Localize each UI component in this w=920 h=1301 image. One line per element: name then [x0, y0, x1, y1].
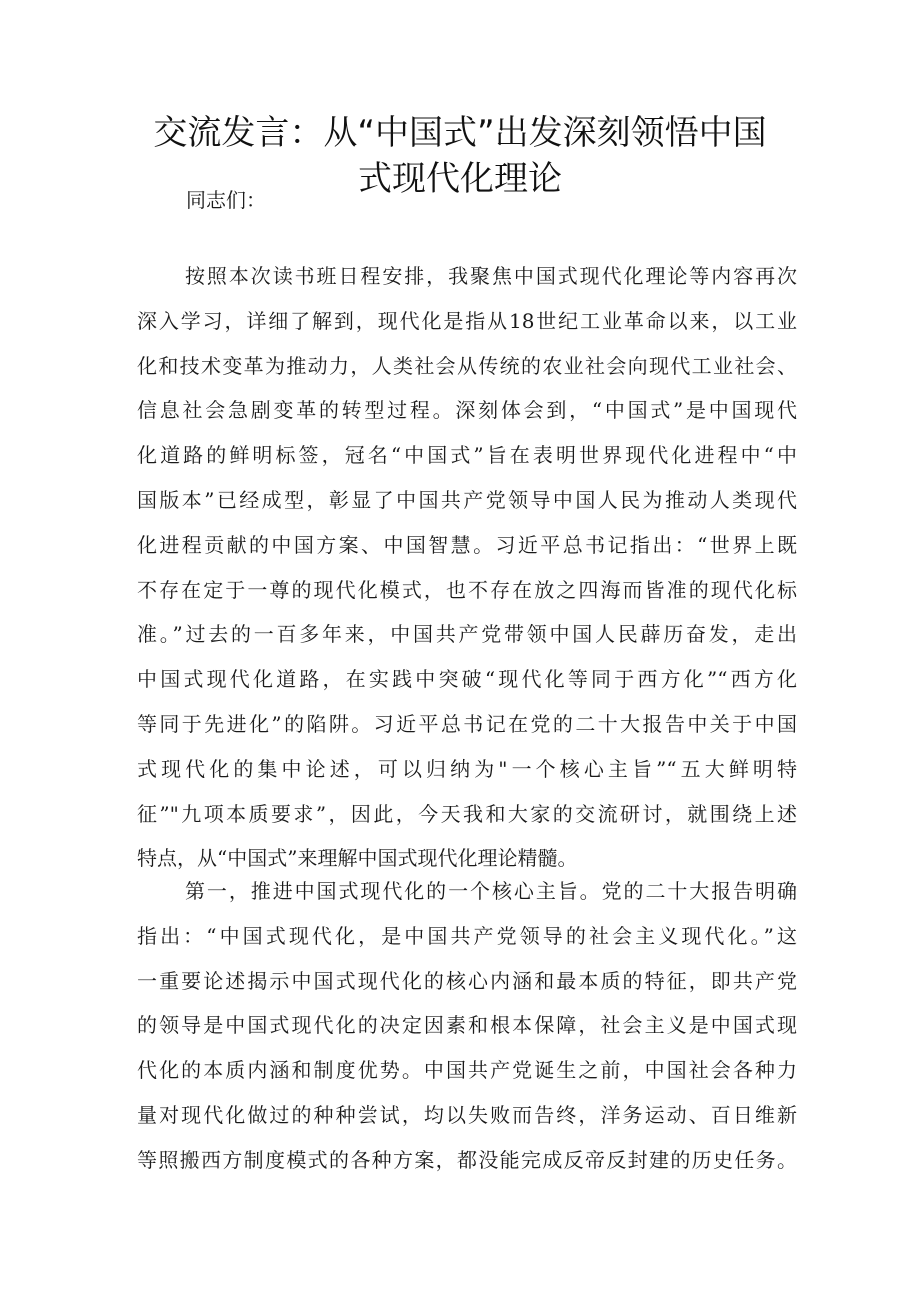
paragraph-line: 化道路的鲜明标签，冠名“中国式”旨在表明世界现代化进程中“中: [137, 443, 797, 468]
paragraph-line: 按照本次读书班日程安排，我聚焦中国式现代化理论等内容再次: [185, 264, 797, 288]
title-line: 交流发言：从“中国式”出发深刻领悟中国: [153, 113, 767, 153]
salutation: 同志们：: [186, 188, 266, 212]
paragraph-line: 式现代化的集中论述，可以归纳为"一个核心主旨”“五大鲜明特: [137, 756, 797, 781]
paragraph-line: 征”"九项本质要求”，因此，今天我和大家的交流研讨，就围绕上述: [137, 801, 797, 826]
paragraph-line: 国版本”已经成型，彰显了中国共产党领导中国人民为推动人类现代: [137, 487, 797, 512]
paragraph-line: 等同于先进化”的陷阱。习近平总书记在党的二十大报告中关于中国: [137, 711, 797, 736]
paragraph-line: 一重要论述揭示中国式现代化的核心内涵和最本质的特征，即共产党: [137, 968, 797, 993]
paragraph-line: 化进程贡献的中国方案、中国智慧。习近平总书记指出：“世界上既: [137, 532, 797, 557]
paragraph-line: 准。”过去的一百多年来，中国共产党带领中国人民薜历奋发，走出: [137, 622, 797, 647]
body-paragraph: [137, 254, 797, 881]
paragraph-line: 代化的本质内涵和制度优势。中国共产党诞生之前，中国社会各种力: [137, 1058, 797, 1083]
paragraph-line: 指出：“中国式现代化，是中国共产党领导的社会主义现代化。”这: [137, 923, 797, 948]
paragraph-line: 第一，推进中国式现代化的一个核心主旨。党的二十大报告明确: [185, 879, 797, 903]
paragraph-line: 的领导是中国式现代化的决定因素和根本保障，社会主义是中国式现: [137, 1013, 797, 1038]
paragraph-line: 深入学习，详细了解到，现代化是指从18世纪工业革命以来，以工业: [137, 308, 797, 333]
paragraph-line: 化和技术变革为推动力，人类社会从传统的农业社会向现代工业社会、: [137, 353, 797, 378]
title-line: 式现代化理论: [358, 159, 562, 199]
paragraph-line: 信息社会急剧变革的转型过程。深刻体会到，“中国式”是中国现代: [137, 398, 797, 423]
paragraph-line: 量对现代化做过的种种尝试，均以失败而告终，洋务运动、百日维新: [137, 1102, 797, 1127]
paragraph-line: 中国式现代化道路，在实践中突破“现代化等同于西方化”“西方化: [137, 667, 797, 692]
body-paragraph: [137, 869, 797, 1183]
paragraph-line: 等照搬西方制度模式的各种方案，都没能完成反帝反封建的历史任务。: [137, 1147, 797, 1172]
paragraph-line: 不存在定于一尊的现代化模式，也不存在放之四海而皆准的现代化标: [137, 577, 797, 602]
paragraph-line: 特点，从“中国式”来理解中国式现代化理论精髓。: [137, 846, 578, 871]
